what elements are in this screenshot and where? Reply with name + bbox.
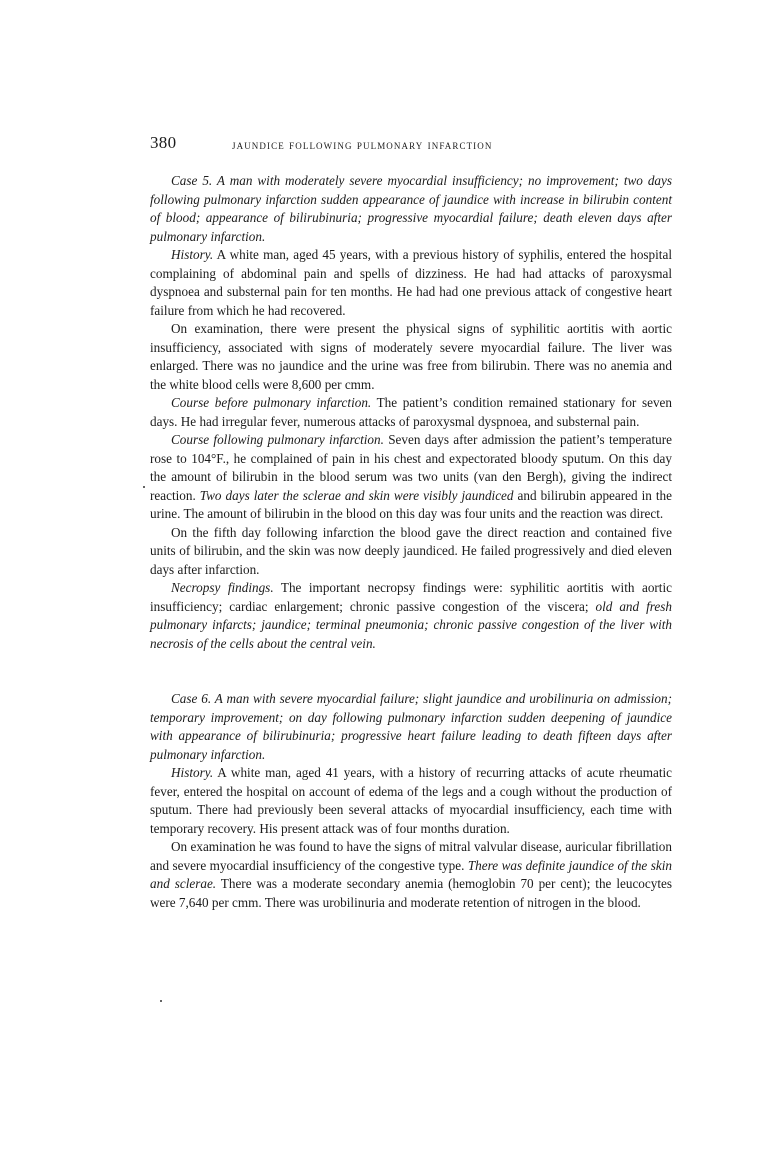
case-6-examination [150, 838, 672, 912]
case-5-course-following-label: Course following pulmonary infarction. [171, 432, 384, 447]
case-5-necropsy-text: The important necropsy findings were: syphilitic aortitis with aortic insufficiency; cardiac enlargement; chronic passive congestion of the viscera; [150, 580, 672, 614]
page-number: 380 [150, 133, 177, 152]
case-6-history [150, 764, 672, 838]
running-title: jaundice following pulmonary infarction [232, 137, 493, 152]
running-head [150, 133, 672, 153]
case-5-course-following-italic: Two days later the sclerae and skin were visibly jaundiced [199, 487, 514, 503]
scan-speck [143, 486, 145, 488]
case-5-course-following-text-2: and bilirubin appeared in the urine. The amount of bilirubin in the blood on this day was four units and the reaction was direct. [150, 487, 672, 521]
case-5-history-label: History. [171, 247, 214, 262]
case-separator [150, 653, 672, 690]
scan-speck [160, 1000, 162, 1002]
case-5-summary-text: Case 5. A man with moderately severe myocardial insufficiency; no improvement; two days following pulmonary infarction sudden appearance of jaundice with increase in bilirubin content of blood; appearance of bilirubinuria; progressive myocardial failure; death eleven days after pulmonary infarction. [150, 173, 672, 244]
case-5-necropsy-label: Necropsy findings. [171, 580, 274, 595]
case-6-history-label: History. [171, 765, 214, 780]
case-5-course-following [150, 431, 672, 524]
case-5-course-before [150, 394, 672, 431]
case-5-summary [150, 172, 672, 246]
case-6-examination-italic: There was definite jaundice of the skin and sclerae. [150, 857, 672, 891]
case-5-necropsy-italic: old and fresh pulmonary infarcts; jaundice; terminal pneumonia; chronic passive congestion of the liver with necrosis of the cells about the central vein. [150, 598, 672, 651]
case-5-history-text: A white man, aged 45 years, with a previous history of syphilis, entered the hospital complaining of abdominal pain and spells of dizziness. He had had attacks of paroxysmal dyspnoea and substernal pain for ten months. He had had one previous attack of congestive heart failure from which he had recovered. [150, 247, 672, 318]
case-5-course-before-text: The patient’s condition remained stationary for seven days. He had irregular fever, numerous attacks of paroxysmal dyspnoea, and substernal pain. [150, 395, 672, 429]
case-5-course-before-label: Course before pulmonary infarction. [171, 395, 372, 410]
case-6-examination-text-2: There was a moderate secondary anemia (hemoglobin 70 per cent); the leucocytes were 7,640 per cmm. There was urobilinuria and moderate retention of nitrogen in the blood. [150, 876, 672, 910]
case-5-history [150, 246, 672, 320]
case-6-history-text: A white man, aged 41 years, with a history of recurring attacks of acute rheumatic fever, entered the hospital on account of edema of the legs and a cough without the production of sputum. There had previously been several attacks of myocardial insufficiency, each time with temporary recovery. His present attack was of four months duration. [150, 765, 672, 836]
case-5-fifth-day: On the fifth day following infarction the blood gave the direct reaction and contained five units of bilirubin, and the skin was now deeply jaundiced. He failed progressively and died eleven days after infarction. [150, 524, 672, 577]
case-5-course-following-text-1: Seven days after admission the patient’s temperature rose to 104°F., he complained of pain in his chest and expectorated bloody sputum. On this day the amount of bilirubin in the blood serum was two units (van den Bergh), giving the indirect reaction. [150, 432, 672, 503]
case-5-examination: On examination, there were present the physical signs of syphilitic aortitis with aortic insufficiency, associated with signs of moderately severe myocardial failure. The liver was enlarged. There was no jaundice and the urine was free from bilirubin. There was no anemia and the white blood cells were 8,600 per cmm. [150, 321, 672, 392]
case-5-necropsy [150, 579, 672, 653]
case-6-examination-text-1: On examination he was found to have the signs of mitral valvular disease, auricular fibrillation and severe myocardial insufficiency of the congestive type. [150, 839, 672, 873]
case-6-summary [150, 690, 672, 764]
page [150, 133, 672, 912]
case-6-summary-text: Case 6. A man with severe myocardial failure; slight jaundice and urobilinuria on admission; temporary improvement; on day following pulmonary infarction sudden deepening of jaundice with appearance of bilirubinuria; progressive heart failure leading to death fifteen days after pulmonary infarction. [150, 691, 672, 762]
